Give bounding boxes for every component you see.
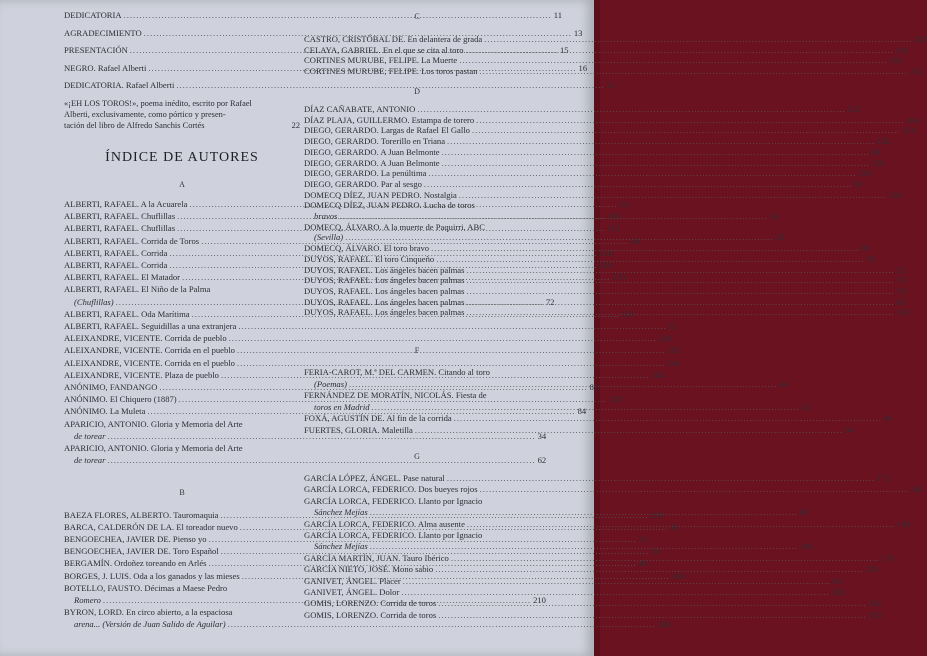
index-entry [304,413,893,424]
entry-text: GARCÍA LORCA, FEDERICO. Dos bueyes rojos [304,484,478,495]
index-entry [304,564,879,575]
entry-text: ALBERTI, RAFAEL. Corrida [64,247,168,258]
entry-text: APARICIO, ANTONIO. Gloria y Memoria del Arte [64,418,243,429]
entry-text: BYRON, LORD. En circo abierto, a la espaciosa [64,606,233,617]
entry-text: ALBERTI, RAFAEL. Seguidillas a una extranjera [64,321,237,331]
page-number: 13 [573,27,583,38]
page-number: 210 [533,594,546,605]
entry-text: BENGOECHEA, JAVIER DE. Toro Español [64,546,219,557]
leader-dots [466,265,894,276]
page-number: 46 [883,413,893,424]
page-number: 42 [801,401,811,412]
leader-dots [484,34,912,45]
poem-note-line: tación del libro de Alfredo Sanchis Cortés [64,121,205,130]
page-number: 220 [599,260,613,270]
index-entry [304,114,920,126]
entry-text: ALBERTI, RAFAEL. A la Acuarela [64,199,188,209]
page-number: 216 [858,168,872,179]
page-number: 158 [871,157,885,168]
leader-dots [229,333,657,344]
entry-text: DIEGO, GERARDO. A Juan Belmonte [304,157,440,168]
entry-text: DUYOS, RAFAEL. Los ángeles bacen palmas [304,296,465,307]
leader-dots [428,168,856,179]
entry-text: DUYOS, RAFAEL. Los ángeles bacen palmas [304,285,465,296]
entry-text: FOXÁ, AGUSTÍN DE. Al fin de la corrida [304,413,452,424]
page-number: 94 [845,425,854,435]
entry-text: DEDICATORIA. Rafael Alberti [64,80,175,90]
page-number: 196 [650,510,664,520]
entry-text: de torear [74,455,106,466]
index-entry [304,390,530,401]
page-number: 16 [578,62,588,73]
index-entry [304,609,882,621]
page-number: 168 [909,484,923,495]
entry-text: ALBERTI, RAFAEL. El Matador [64,272,181,283]
leader-dots [476,115,904,126]
page-number: 150 [896,307,910,318]
page-number: 248 [657,618,671,629]
index-entry [64,455,547,466]
page-number: 56 [650,546,660,557]
entry-text: Romero [74,594,101,605]
page-number: 146 [799,541,813,552]
page-number: 46 [638,558,648,569]
entry-text: ANÓNIMO. La Muleta [64,406,146,417]
leader-dots [370,541,798,552]
index-entry [64,357,681,369]
page-number: 15 [559,45,569,55]
page-number: 34 [537,430,547,441]
entry-text: Sánchez Mejías [314,541,368,552]
entry-text: DOMECQ DÍEZ, JUAN PEDRO. Lucha de toros [304,200,475,211]
entry-text: CORTINES MURUBE, FELIPE. La Muerte [304,55,458,65]
index-entry [64,284,300,295]
page-number: 78 [896,285,906,296]
entry-text: BARCA, CALDERÓN DE LA. El toreador nuevo [64,522,238,533]
page-number: 124 [902,125,916,136]
index-entry [64,80,616,91]
leader-dots [467,519,895,530]
entry-text: ALBERTI, RAFAEL. El Niño de la Palma [64,284,211,295]
index-entry [304,34,927,45]
index-entry [64,419,300,430]
entry-text: GARCÍA MARTÍN, JUAN. Tauro Ibérico [304,552,449,563]
index-entry [64,333,672,344]
entry-text: PRESENTACIÓN [64,45,128,55]
index-entry [304,367,530,378]
page-number: 204 [651,369,665,380]
leader-dots [238,321,666,332]
entry-text: GOMIS, LORENZO. Corrida de toros [304,609,437,620]
index-entry [304,587,845,598]
entry-text: DUYOS, RAFAEL. El toro Cinqueño [304,253,435,264]
entry-text: FERNÁNDEZ DE MORATÍN, NICOLÁS. Fiesta de [304,390,487,401]
page-number: 164 [906,114,920,125]
poem-note-line: «¡EH LOS TOROS!», poema inédito, escrito por Rafael [64,99,252,108]
entry-text: DOMECQ, ÁLVARO. El toro bravo [304,243,430,254]
page-number: 70 [866,253,875,264]
leader-dots [466,45,894,56]
index-entry [304,189,902,201]
entry-text: DIEGO, GERARDO. Torerillo en Triana [304,136,446,147]
poem-note-line: Alberti, exclusivamente, como pórtico y presen- [64,110,226,119]
page-number: 236 [865,564,879,575]
section-letter-b: B [179,488,185,497]
page-number: 62 [537,455,547,466]
entry-text: CASTRO, CRISTÓBAL DE. En delantera de grada [304,34,483,44]
entry-text: DIEGO, GERARDO. La penúltima [304,168,427,179]
entry-text: GARCÍA LORCA, FEDERICO. Llanto por Ignacio [304,495,483,506]
index-entry [304,168,872,179]
index-entry [64,558,648,569]
leader-dots [454,413,882,424]
entry-text: DIEGO, GERARDO. A Juan Belmonte [304,146,440,157]
leader-dots [447,473,875,484]
section-letter-g: G [414,452,420,461]
page-number: 116 [895,44,909,55]
leader-dots [459,190,887,201]
index-entry [64,345,681,356]
page-number: 250 [868,609,882,620]
section-letter-a: A [179,180,185,189]
index-entry [64,583,300,594]
index-entry [304,157,885,169]
entry-text: FUERTES, GLORIA. Maletilla [304,425,413,435]
entry-text: ALBERTI, RAFAEL. Corrida de Toros [64,235,200,246]
section-letter-f: F [414,346,420,355]
leader-dots [401,587,829,598]
entry-text: ALEIXANDRE, VICENTE. Plaza de pueblo [64,369,219,380]
leader-dots [466,286,894,297]
leader-dots [451,553,879,564]
entry-text: NEGRO. Rafael Alberti [64,62,147,73]
page-number: 106 [607,211,621,222]
page-number: 76 [896,275,906,286]
leader-dots [438,598,866,609]
entry-text: (Sevilla) [314,232,344,243]
page-number: 74 [638,534,648,545]
leader-dots [472,125,900,136]
index-entry [304,146,881,158]
index-entry [304,55,903,66]
entry-text: ALBERTI, RAFAEL. Chuflillas [64,211,176,222]
index-entry [304,136,891,147]
entry-text: GARCÍA NIETO, JOSÉ. Mono sabio [304,564,434,575]
leader-dots [438,610,866,621]
entry-text: toros en Madrid [314,401,370,412]
entry-text: GARCÍA LÓPEZ, ÁNGEL. Pase natural [304,473,445,483]
leader-dots [466,307,894,318]
leader-dots [417,104,845,115]
page-number: 24 [619,199,629,209]
entry-text: BORGES, J. LUIS. Oda a los ganados y las mieses [64,570,240,581]
page-number: 176 [881,552,894,563]
entry-text: DUYOS, RAFAEL. Los ángeles bacen palmas [304,307,465,318]
index-entry [64,321,678,332]
entry-text: APARICIO, ANTONIO. Gloria y Memoria del Arte [64,443,243,453]
index-entry [304,222,530,233]
entry-text: ANÓNIMO. El Chiquero (1887) [64,394,177,405]
leader-dots [466,275,894,286]
entry-text: DUYOS, RAFAEL. Los ángeles bacen palmas [304,264,465,275]
leader-dots [447,136,875,147]
page-number: 96 [871,146,881,157]
entry-text: GANIVET, ÁNGEL. Placer [304,575,401,586]
page-number: 44 [779,378,788,389]
page-number: 28 [775,232,784,243]
index-entry [304,104,861,115]
index-entry [304,125,916,136]
entry-text: DEDICATORIA [64,10,122,20]
page-number: 11 [553,10,563,20]
index-entry [304,285,906,297]
leader-dots [466,297,894,308]
entry-text: (Chuflillas) [74,296,114,307]
entry-text: BOTELLO, FAUSTO. Décimas a Maese Pedro [64,582,228,593]
leader-dots [442,158,870,169]
page-number: 152 [847,104,861,114]
page-number: 170 [612,272,626,283]
page-number: 192 [667,345,681,356]
leader-dots [435,564,863,575]
entry-text: ALEIXANDRE, VICENTE. Corrida de pueblo [64,333,227,344]
page-number: 21 [606,80,616,90]
leader-dots [459,55,887,66]
entry-text: GANIVET, ÁNGEL. Dolor [304,587,400,597]
entry-text: CELAYA, GABRIEL. En el que se cita al toro [304,44,464,55]
page-number: 48 [631,235,640,246]
page-number: 182 [877,136,891,147]
entry-text: ALBERTI, RAFAEL. Corrida [64,260,168,270]
leader-dots [442,147,870,158]
page-number: 102 [889,55,903,65]
page-number: 86 [832,575,842,586]
entry-text: BAEZA FLORES, ALBERTO. Tauromaquia [64,510,219,520]
index-entry [64,10,563,21]
entry-text: FERIA-CAROT, M.ª DEL CARMEN. Citando al toro [304,367,490,377]
page-number: 156 [621,308,635,319]
index-entry [64,443,300,454]
index-entry [304,496,530,507]
index-entry [304,530,530,541]
page-number: 162 [868,598,882,609]
index-entry [304,473,890,484]
entry-text: (Poemas) [314,378,347,389]
page-number: 84 [577,406,587,417]
poem-note [64,98,300,131]
entry-text: DÍAZ CAÑABATE, ANTONIO [304,104,416,114]
leader-dots [370,507,798,518]
page-number: 22 [291,121,300,130]
page-number: 202 [914,34,927,44]
page-number: 232 [909,65,923,76]
page-number: 90 [861,243,870,254]
entry-text: ALBERTI, RAFAEL. Oda Marítima [64,308,190,319]
entry-text: Sánchez Mejías [314,507,368,518]
index-title: ÍNDICE DE AUTORES [105,150,259,165]
leader-dots [480,484,908,495]
section-letter-c: C [414,12,420,21]
leader-dots [480,66,908,77]
page-number: 190 [897,518,910,529]
page-number: 54 [769,211,779,221]
page-number: 226 [658,333,672,344]
entry-text: GARCÍA LORCA, FEDERICO. Llanto por Ignacio [304,530,483,540]
section-letter-d: D [414,87,420,96]
page-number: 218 [599,247,613,258]
entry-text: ALEIXANDRE, VICENTE. Corrida en el pueblo [64,357,235,368]
entry-text: AGRADECIMIENTO [64,27,142,38]
index-entry [64,607,300,618]
entry-text: ALBERTI, RAFAEL. Chuflillas [64,223,176,234]
page-number: 82 [589,382,599,392]
page-number: 80 [896,296,906,307]
entry-text: ALEIXANDRE, VICENTE. Corrida en el pueblo [64,345,235,356]
leader-dots [403,576,831,587]
page-number: 128 [608,394,622,405]
entry-text: DOMECQ DÍEZ, JUAN PEDRO. Nostalgia [304,189,457,200]
leader-dots [349,379,777,390]
leader-dots [372,402,800,413]
entry-text: BENGOECHEA, JAVIER DE. Pienso yo [64,534,207,545]
index-entry [304,484,923,495]
leader-dots [339,211,767,222]
entry-text: de torear [74,430,106,441]
page-number: 200 [888,189,902,200]
entry-text: BERGAMÍN. Ordoñez toreando en Arlés [64,558,207,569]
page-number: 194 [671,570,685,581]
index-entry [64,618,671,630]
entry-text: DOMECQ, ÁLVARO. A la muerte de Paquirri. ABC [304,221,485,232]
entry-text: ANÓNIMO, FANDANGO [64,382,158,392]
page-number: 32 [668,321,678,331]
page-number: 52 [896,264,906,275]
entry-text: DIEGO, GERARDO. Par al sesgo [304,178,422,189]
page-number: 246 [667,357,681,368]
index-entry [304,200,530,211]
index-entry [304,178,863,190]
leader-dots [424,179,852,190]
page-number: 68 [799,507,809,518]
page-number: 172 [877,473,890,483]
leader-dots [345,232,773,243]
page-number: 208 [831,587,845,597]
entry-text: GOMIS, LORENZO. Corrida de toros [304,598,437,609]
page-number: 38 [669,522,679,533]
entry-text: CORTINES MURUBE, FELIPE. Los toros pastan [304,65,478,76]
entry-text: DIEGO, GERARDO. Largas de Rafael El Gallo [304,125,470,136]
leader-dots [431,243,859,254]
entry-text: GARCÍA LORCA, FEDERICO. Alma ausente [304,518,465,529]
page-number: 112 [607,223,620,234]
page-number: 72 [545,296,555,307]
leader-dots [436,254,864,265]
entry-text: arena... (Versión de Juan Salido de Aguilar) [74,618,226,629]
entry-text: bravos [314,211,338,221]
entry-text: DUYOS, RAFAEL. Los ángeles bacen palmas [304,275,465,286]
entry-text: DÍAZ PLAJA, GUILLERMO. Estampa de torero [304,114,475,125]
page-number: 98 [854,178,863,189]
leader-dots [415,425,843,436]
